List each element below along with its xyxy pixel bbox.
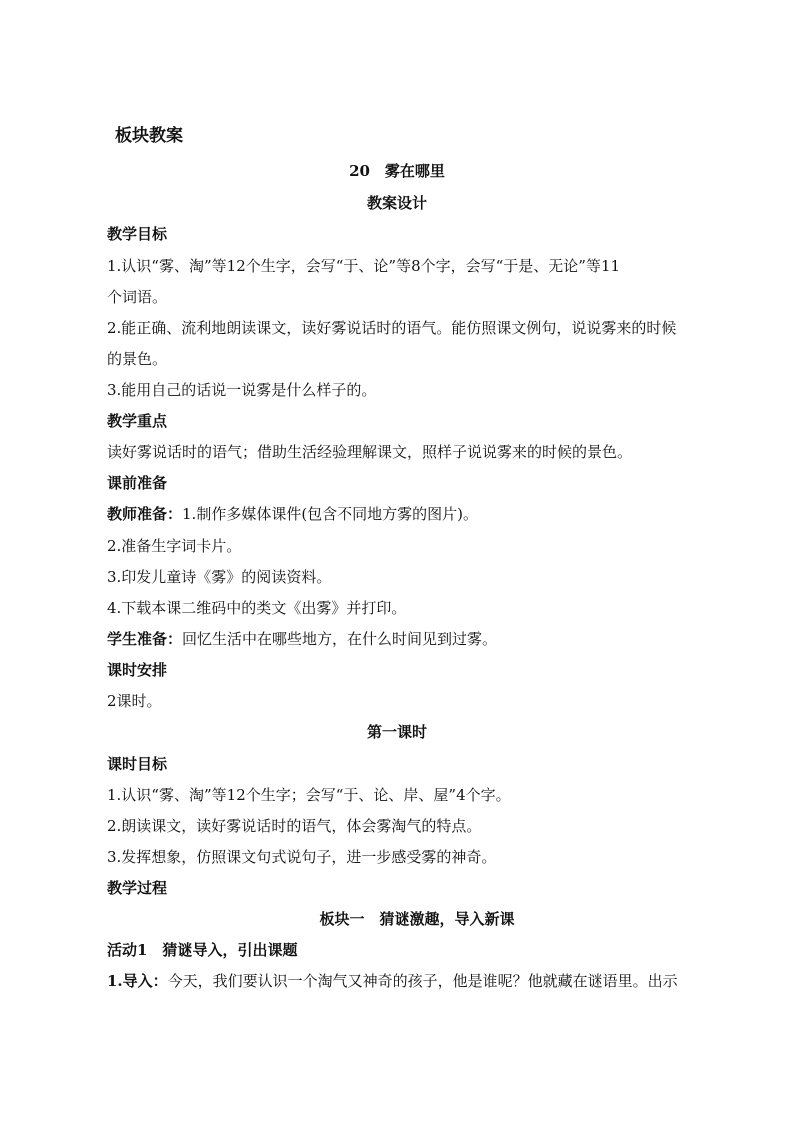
activity-1-title: 活动1 猜谜导入，引出课题 (107, 941, 298, 959)
preparation-item-4: 4.下载本课二维码中的类文《出雾》并打印。 (107, 599, 407, 617)
objective-2-line-2: 的景色。 (107, 350, 168, 368)
lesson-objective-2: 2.朗读课文，读好雾说话时的语气，体会雾淘气的特点。 (107, 817, 482, 835)
student-preparation-text: 回忆生活中在哪些地方，在什么时间见到过雾。 (182, 630, 498, 648)
teacher-preparation (107, 504, 747, 524)
lesson-title: 20 雾在哪里 (349, 162, 445, 180)
schedule-heading: 课时安排 (107, 661, 168, 679)
teacher-preparation-label: 教师准备： (107, 505, 183, 523)
block-1-title: 板块一 猜谜激趣，导入新课 (319, 910, 515, 928)
preparation-item-3: 3.印发儿童诗《雾》的阅读资料。 (107, 568, 332, 586)
lesson-objective-3: 3.发挥想象，仿照课文句式说句子，进一步感受雾的神奇。 (107, 848, 497, 866)
teacher-preparation-item-1: 1.制作多媒体课件(包含不同地方雾的图片)。 (182, 505, 479, 523)
design-title: 教案设计 (366, 194, 427, 212)
process-heading: 教学过程 (107, 879, 168, 897)
preparation-heading: 课前准备 (107, 474, 168, 492)
key-points-text: 读好雾说话时的语气；借助生活经验理解课文，照样子说说雾来的时候的景色。 (107, 443, 633, 461)
objectives-heading: 教学目标 (107, 225, 168, 243)
intro-text: 今天，我们要认识一个淘气又神奇的孩子，他是谁呢？他就藏在谜语里。出示 (167, 972, 678, 990)
preparation-item-2: 2.准备生字词卡片。 (107, 537, 242, 555)
lesson-objective-1: 1.认识“雾、淘”等12个生字；会写“于、论、岸、屋”4个字。 (107, 786, 511, 804)
student-preparation (107, 629, 747, 649)
first-lesson-title: 第一课时 (366, 723, 427, 741)
objective-2-line-1: 2.能正确、流利地朗读课文，读好雾说话时的语气。能仿照课文例句，说说雾来的时候 (107, 319, 677, 337)
block-title: 板块教案 (115, 126, 183, 146)
objective-1-line-2: 个词语。 (107, 288, 168, 306)
schedule-text: 2课时。 (107, 692, 162, 710)
intro-label: 1.导入： (107, 972, 168, 990)
objective-3: 3.能用自己的话说一说雾是什么样子的。 (107, 381, 377, 399)
key-points-heading: 教学重点 (107, 412, 168, 430)
objective-1-line-1: 1.认识“雾、淘”等12个生字，会写“于、论”等8个字，会写“于是、无论”等11 (107, 257, 621, 275)
student-preparation-label: 学生准备： (107, 630, 183, 648)
intro-paragraph (107, 971, 747, 991)
lesson-objectives-heading: 课时目标 (107, 755, 168, 773)
